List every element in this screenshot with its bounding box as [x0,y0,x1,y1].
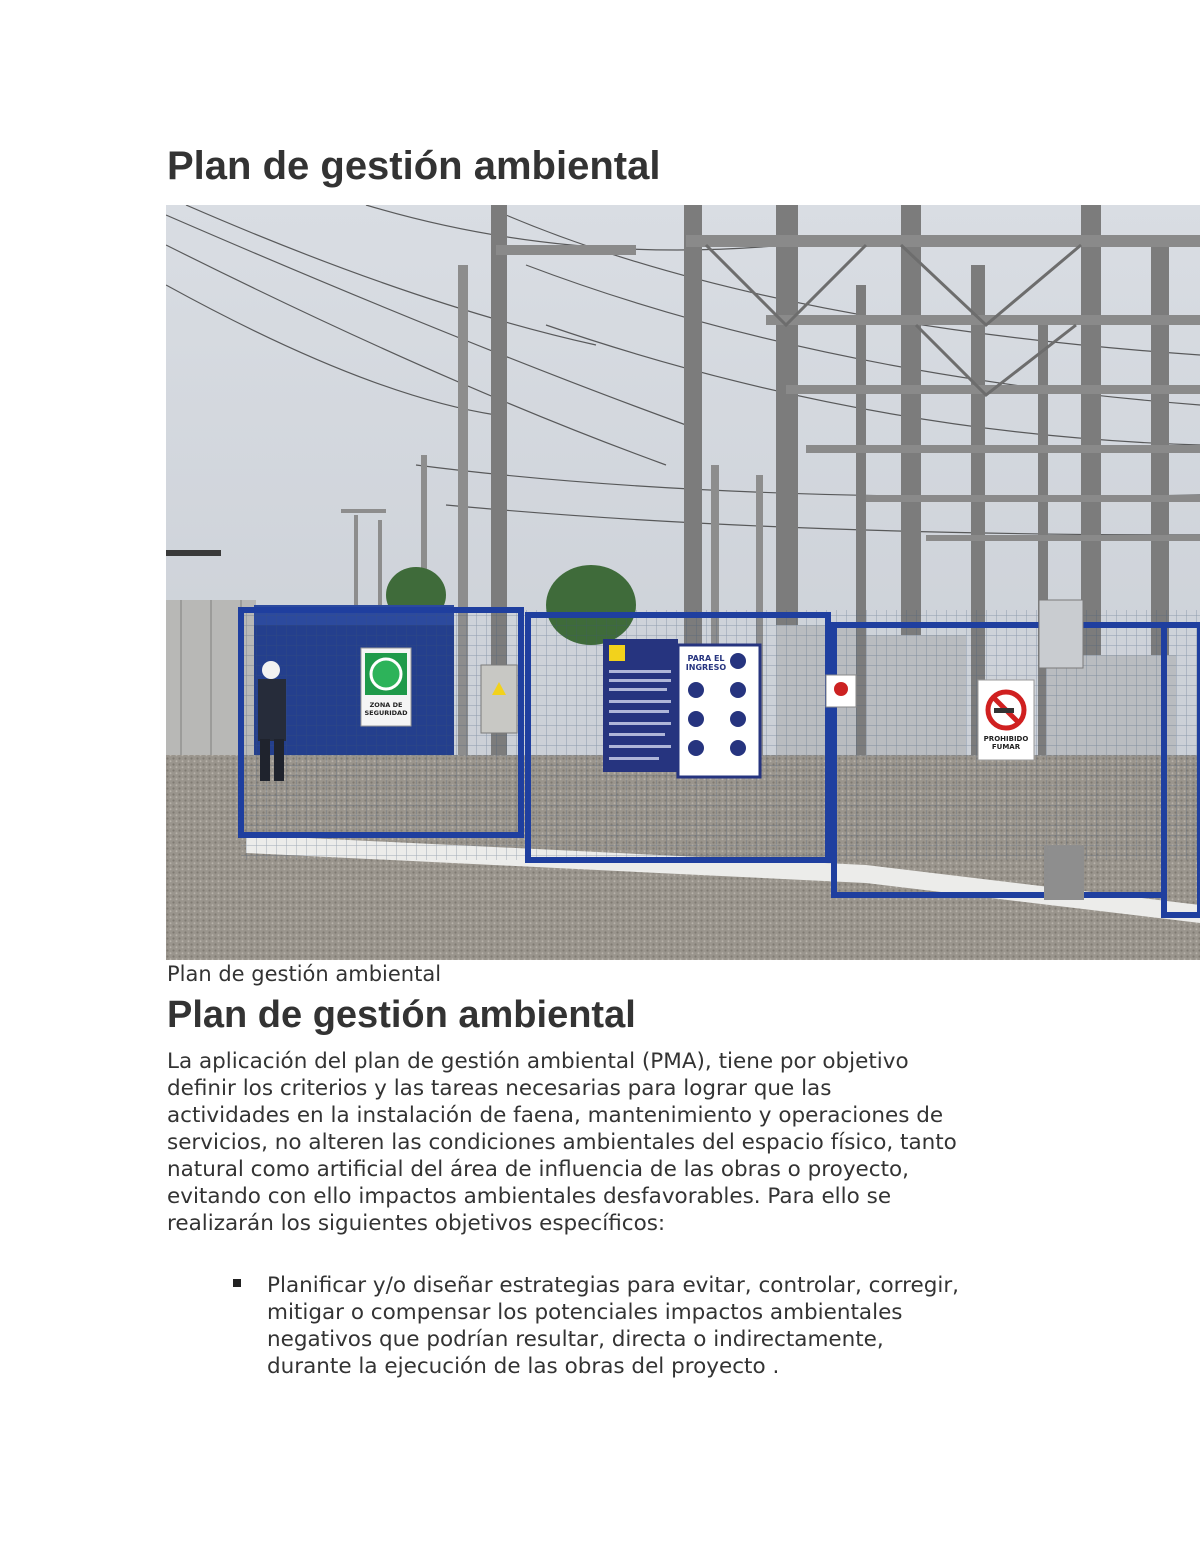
substation-photo [166,205,1200,960]
section-heading: Plan de gestión ambiental [167,994,636,1036]
no-smoking-sign-text: PROHIBIDO FUMAR [983,735,1029,751]
safety-zone-sign-text: ZONA DE SEGURIDAD [364,701,408,717]
document-title: Plan de gestión ambiental [167,144,661,188]
entry-sign-text: PARA EL INGRESO [685,654,727,672]
body-paragraph: La aplicación del plan de gestión ambiental (PMA), tiene por objetivo definir los criterios y las tareas necesarias para lograr que las actividades en la instalación de faena, mantenimiento y operaciones de servicios, no alteren las condiciones ambientales del espacio físico, tanto natural como artificial del área de influencia de las obras o proyecto, evitando con ello impactos ambientales desfavorables. Para ello se realizarán los siguientes objetivos específicos: [167,1049,957,1236]
list-item [167,1272,1067,1380]
figure-caption: Plan de gestión ambiental [167,962,442,986]
objectives-list [167,1272,1067,1380]
list-item-text: Planificar y/o diseñar estrategias para evitar, controlar, corregir, mitigar o compensar los potenciales impactos ambientales negativos que podrían resultar, directa o indirectamente, durante la ejecución de las obras del proyecto . [267,1273,960,1379]
bullet-square-icon [233,1279,241,1287]
